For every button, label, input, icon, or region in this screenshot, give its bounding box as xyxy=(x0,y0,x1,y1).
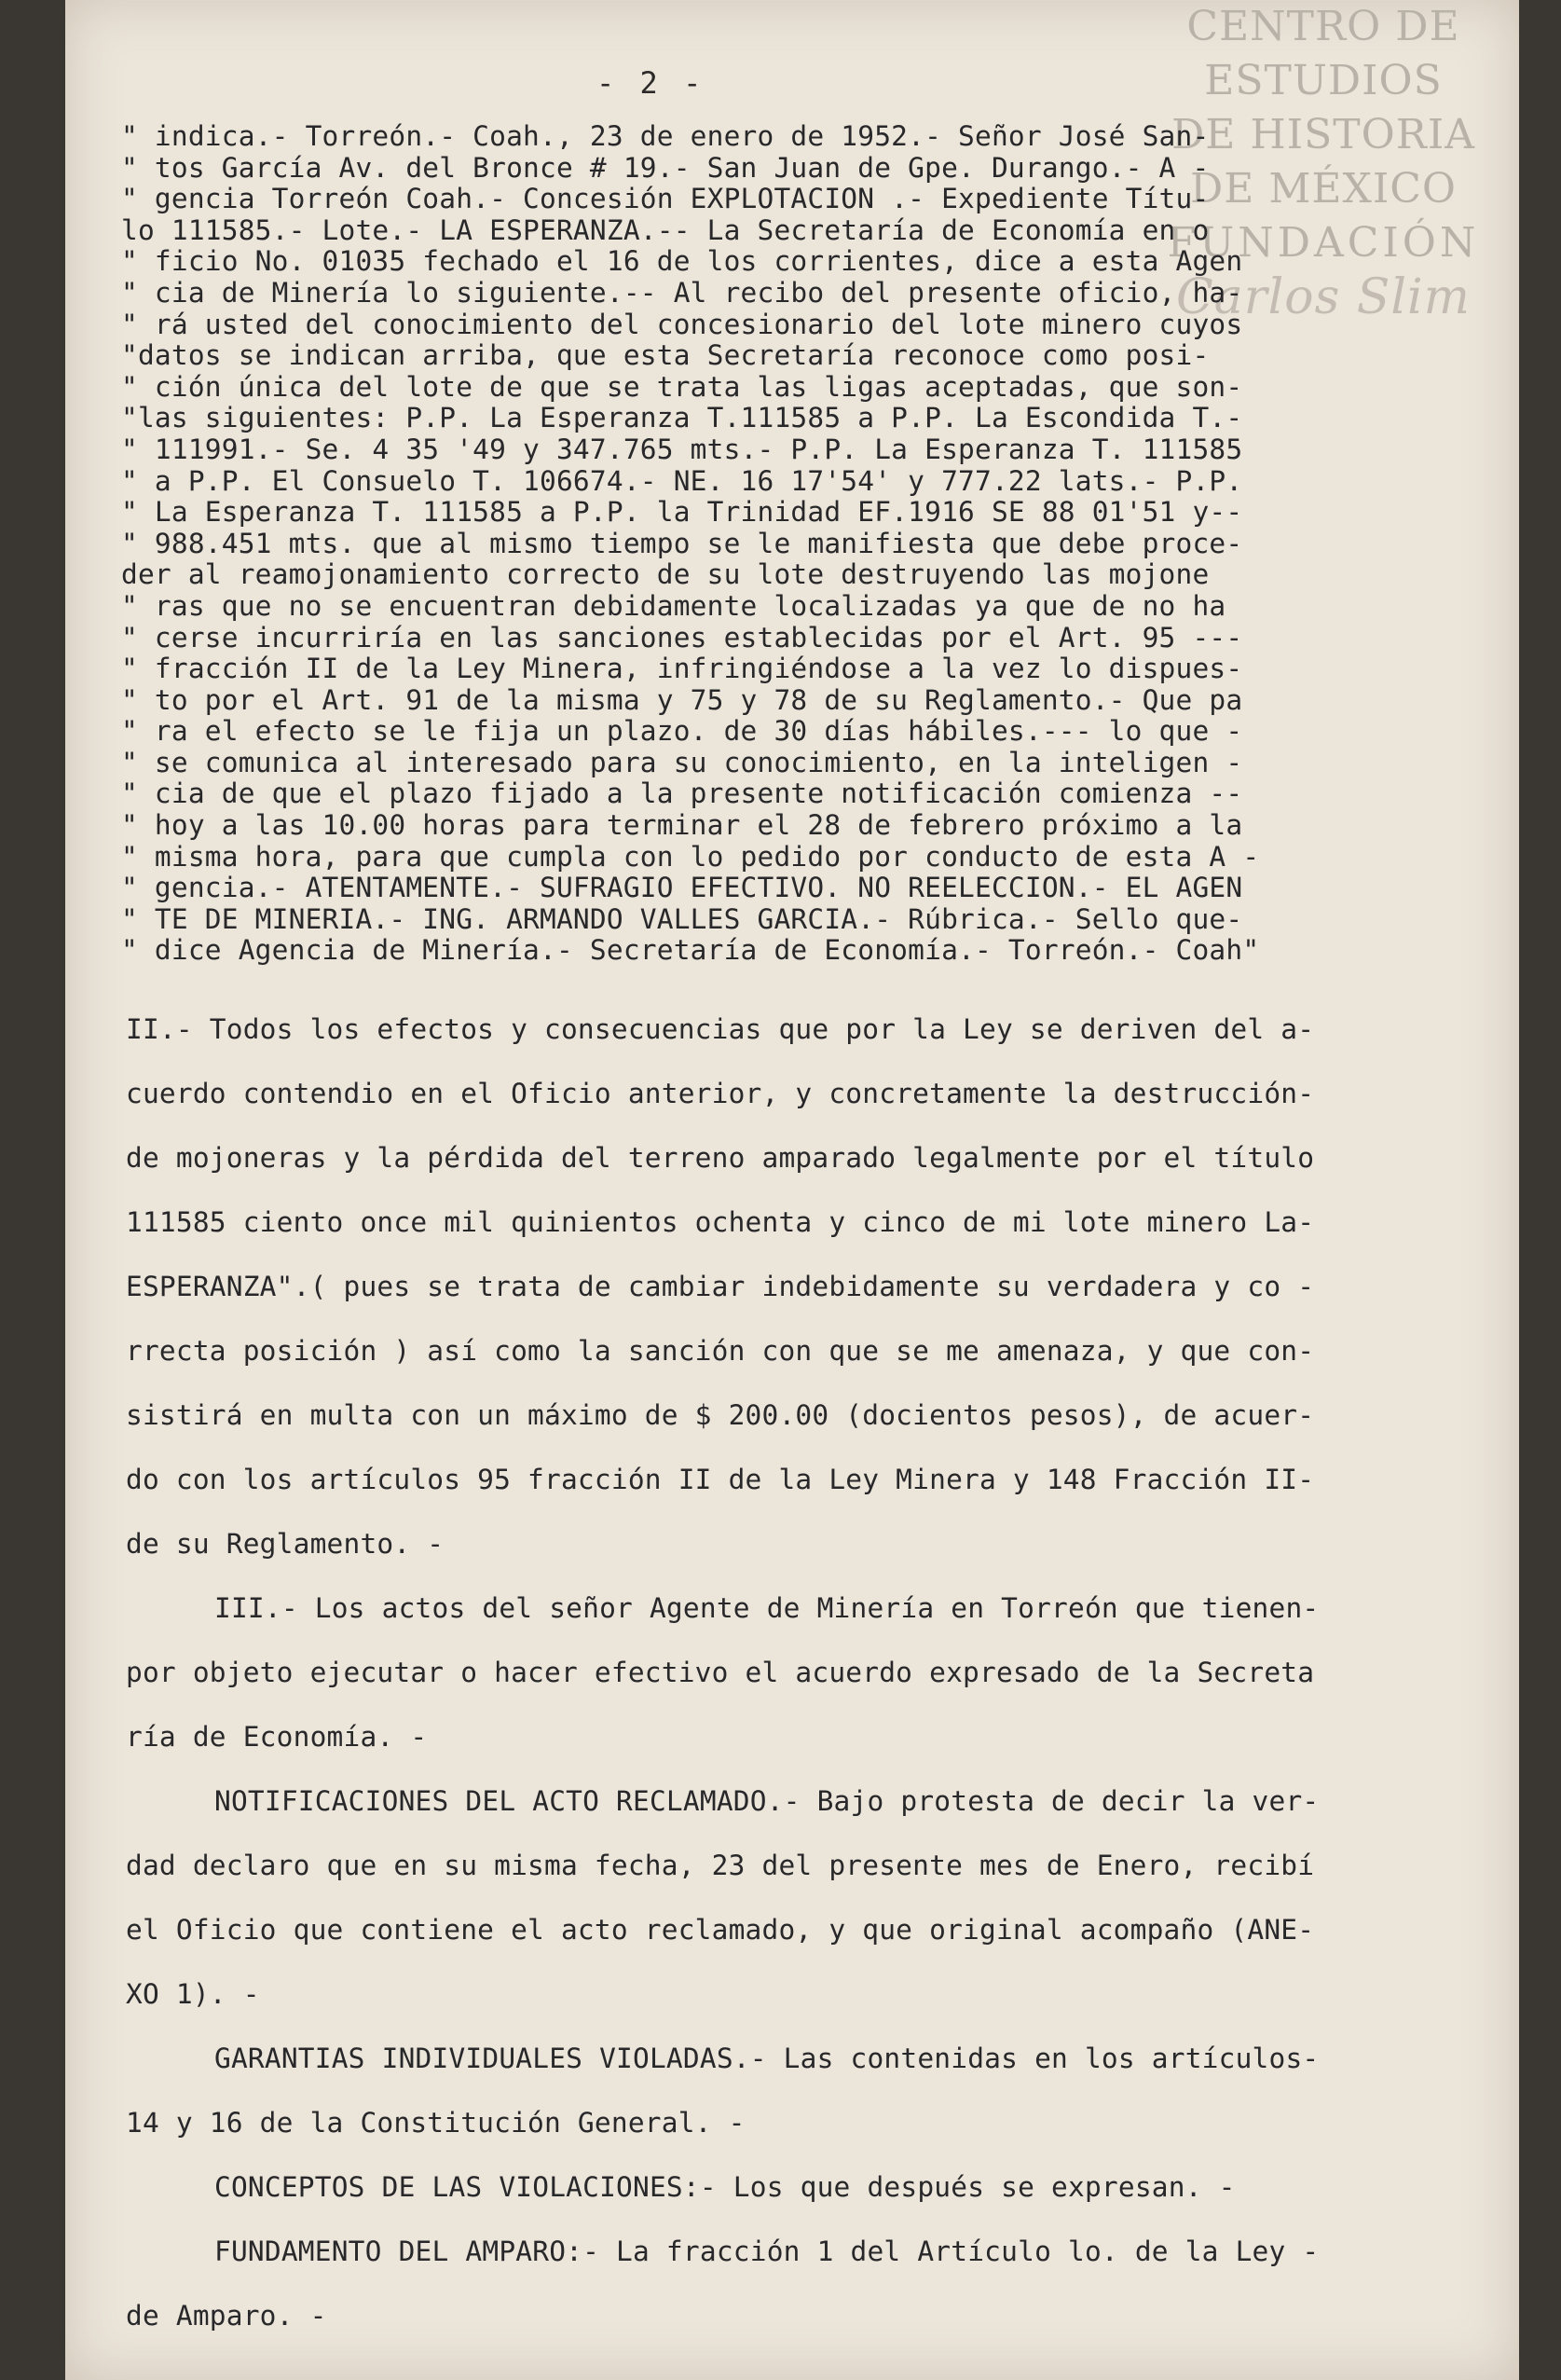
body-line: FUNDAMENTO DEL AMPARO:- La fracción 1 del Artículo lo. de la Ley - xyxy=(214,2236,1320,2267)
body-line: 14 y 16 de la Constitución General. - xyxy=(126,2107,746,2139)
quote-line: " ficio No. 01035 fechado el 16 de los corrientes, dice a esta Agen xyxy=(121,245,1243,278)
quote-line: " TE DE MINERIA.- ING. ARMANDO VALLES GARCIA.- Rúbrica.- Sello que- xyxy=(121,902,1243,935)
body-line: 111585 ciento once mil quinientos ochenta y cinco de mi lote minero La- xyxy=(126,1206,1315,1238)
quote-line: " fracción II de la Ley Minera, infringiéndose a la vez lo dispues- xyxy=(121,653,1243,685)
body-line: de su Reglamento. - xyxy=(126,1528,445,1560)
quote-line: " se comunica al interesado para su conocimiento, en la inteligen - xyxy=(121,746,1243,778)
quote-line: " tos García Av. del Bronce # 19.- San Juan de Gpe. Durango.- A - xyxy=(121,151,1210,184)
quote-line: " a P.P. El Consuelo T. 106674.- NE. 16 17'54' y 777.22 lats.- P.P. xyxy=(121,464,1243,497)
quote-line: " ción única del lote de que se trata las ligas aceptadas, que son- xyxy=(121,370,1243,403)
body-line: de Amparo. - xyxy=(126,2300,327,2332)
watermark-line: FUNDACIÓN xyxy=(1167,219,1480,267)
body-line: do con los artículos 95 fracción II de la Ley Minera y 148 Fracción II- xyxy=(126,1464,1315,1495)
body-line: el Oficio que contiene el acto reclamado, y que original acompaño (ANE- xyxy=(126,1914,1315,1946)
body-line: ESPERANZA".( pues se trata de cambiar indebidamente su verdadera y co - xyxy=(126,1271,1315,1302)
body-line: rrecta posición ) así como la sanción con que se me amenaza, y que con- xyxy=(126,1335,1315,1367)
body-line: de mojoneras y la pérdida del terreno amparado legalmente por el título xyxy=(126,1142,1315,1174)
quote-line: lo 111585.- Lote.- LA ESPERANZA.-- La Secretaría de Economía en o xyxy=(121,213,1210,246)
quote-line: " ra el efecto se le fija un plazo. de 30 días hábiles.--- lo que - xyxy=(121,715,1243,748)
quote-line: " La Esperanza T. 111585 a P.P. la Trinidad EF.1916 SE 88 01'51 y-- xyxy=(121,496,1243,529)
quote-line: " gencia Torreón Coah.- Concesión EXPLOTACION .- Expediente Títu- xyxy=(121,183,1210,215)
body-line: ría de Economía. - xyxy=(126,1721,428,1753)
quote-line: " gencia.- ATENTAMENTE.- SUFRAGIO EFECTIVO. NO REELECCION.- EL AGEN xyxy=(121,872,1243,904)
watermark-line: ESTUDIOS xyxy=(1204,57,1443,104)
watermark-signature: Carlos Slim xyxy=(1176,269,1471,325)
body-line: III.- Los actos del señor Agente de Minería en Torreón que tienen- xyxy=(214,1592,1320,1624)
quote-line: der al reamojonamiento correcto de su lote destruyendo las mojone xyxy=(121,558,1210,591)
quote-line: " cia de Minería lo siguiente.-- Al recibo del presente oficio, ha- xyxy=(121,276,1243,309)
watermark-line: DE HISTORIA xyxy=(1171,111,1475,158)
body-line: CONCEPTOS DE LAS VIOLACIONES:- Los que después se expresan. - xyxy=(214,2171,1236,2203)
quote-line: " 111991.- Se. 4 35 '49 y 347.765 mts.- P.P. La Esperanza T. 111585 xyxy=(121,433,1243,465)
body-line: sistirá en multa con un máximo de $ 200.00 (docientos pesos), de acuer- xyxy=(126,1399,1315,1431)
quote-line: " cia de que el plazo fijado a la presente notificación comienza -- xyxy=(121,777,1243,810)
body-text xyxy=(126,997,1431,2348)
watermark-line: CENTRO DE xyxy=(1186,3,1460,50)
quote-line: " 988.451 mts. que al mismo tiempo se le manifiesta que debe proce- xyxy=(121,527,1243,559)
watermark-line: DE MÉXICO xyxy=(1190,165,1457,213)
quote-line: " indica.- Torreón.- Coah., 23 de enero de 1952.- Señor José San- xyxy=(121,120,1210,152)
quote-line: " hoy a las 10.00 horas para terminar el 28 de febrero próximo a la xyxy=(121,809,1243,842)
body-line: NOTIFICACIONES DEL ACTO RECLAMADO.- Bajo protesta de decir la ver- xyxy=(214,1785,1320,1817)
body-line: II.- Todos los efectos y consecuencias que por la Ley se deriven del a- xyxy=(126,1013,1315,1045)
quote-line: " misma hora, para que cumpla con lo pedido por conducto de esta A - xyxy=(121,840,1260,873)
quote-line: "datos se indican arriba, que esta Secretaría reconoce como posi- xyxy=(121,339,1210,372)
quote-line: " cerse incurriría en las sanciones establecidas por el Art. 95 --- xyxy=(121,621,1243,653)
page-number: - 2 - xyxy=(596,65,705,101)
body-line: XO 1). - xyxy=(126,1978,260,2010)
quote-line: " ras que no se encuentran debidamente localizadas ya que de no ha xyxy=(121,589,1226,622)
body-line: GARANTIAS INDIVIDUALES VIOLADAS.- Las contenidas en los artículos- xyxy=(214,2043,1320,2074)
quoted-notice xyxy=(121,121,1426,967)
quote-line: " to por el Art. 91 de la misma y 75 y 78 de su Reglamento.- Que pa xyxy=(121,683,1243,716)
quote-line: " dice Agencia de Minería.- Secretaría de Economía.- Torreón.- Coah" xyxy=(121,934,1260,967)
body-line: dad declaro que en su misma fecha, 23 del presente mes de Enero, recibí xyxy=(126,1850,1315,1881)
quote-line: " rá usted del conocimiento del concesionario del lote minero cuyos xyxy=(121,308,1243,340)
quote-line: "las siguientes: P.P. La Esperanza T.111585 a P.P. La Escondida T.- xyxy=(121,402,1243,434)
body-line: por objeto ejecutar o hacer efectivo el acuerdo expresado de la Secreta xyxy=(126,1657,1315,1688)
body-line: cuerdo contendio en el Oficio anterior, y concretamente la destrucción- xyxy=(126,1078,1315,1109)
